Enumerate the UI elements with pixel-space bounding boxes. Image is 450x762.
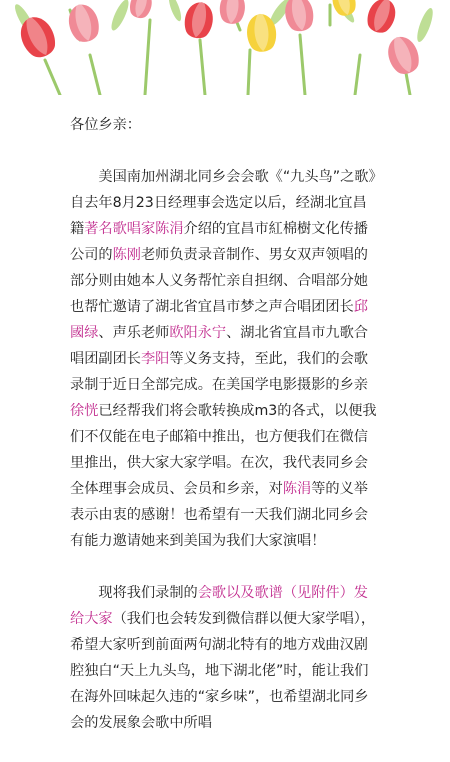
text-run: 、声乐老师	[98, 325, 170, 341]
highlighted-text: 陈刚	[112, 247, 141, 263]
text-run: 介绍的宜昌市紅棉樹文化传播公司的	[70, 221, 368, 263]
highlighted-text: 会歌以及歌谱（见附件）发给大家	[70, 585, 368, 627]
text-run: 已经帮我们将会歌转换成m3的各式，以便我们不仅能在电子邮箱中推出，也方便我们在微信里推出，供大家大家学唱。在次，我代表同乡会全体理事会成员、会员和乡亲，对	[70, 403, 377, 497]
letter-paragraph-2	[70, 580, 380, 736]
text-run: 等义务支持，至此，我们的会歌录制于近日全部完成。在美国学电影摄影的乡亲	[70, 351, 368, 393]
letter-paragraph-1	[70, 164, 380, 554]
tulip-icon	[0, 0, 450, 95]
highlighted-text: 著名歌唱家陈涓	[84, 221, 184, 237]
tulip-banner	[0, 0, 450, 95]
letter-body	[70, 112, 380, 762]
highlighted-text: 欧阳永宁	[169, 325, 227, 341]
highlighted-text: 李阳	[140, 351, 170, 367]
highlighted-text: 徐恍	[70, 403, 99, 419]
text-run: 美国南加州湖北同乡会会歌《“九头鸟”之歌》自去年8月23日经理事会选定以后，经湖北宜昌籍	[70, 169, 376, 237]
text-run: （我们也会转发到微信群以便大家学唱），希望大家听到前面两句湖北特有的地方戏曲汉剧腔独白“天上九头鸟，地下湖北佬”时，能让我们在海外回味起久违的“家乡味”，也希望湖北同乡会的发展象会歌中所唱	[70, 611, 376, 731]
text-run: 现将我们录制的	[98, 585, 198, 601]
text-run: 、湖北省宜昌市九歌合唱团副团长	[70, 325, 368, 367]
text-run: 老师负责录音制作、男女双声领唱的部分则由她本人义务帮忙亲自担纲、合唱部分她也帮忙邀请了湖北省宜昌市梦之声合唱团团长	[70, 247, 368, 315]
letter-greeting: 各位乡亲：	[70, 117, 141, 133]
highlighted-text: 陈涓	[282, 481, 312, 497]
highlighted-text: 邱國绿	[70, 299, 368, 341]
text-run: 等的义举表示由衷的感谢！也希望有一天我们湖北同乡会有能力邀请她来到美国为我们大家演唱！	[70, 481, 368, 549]
